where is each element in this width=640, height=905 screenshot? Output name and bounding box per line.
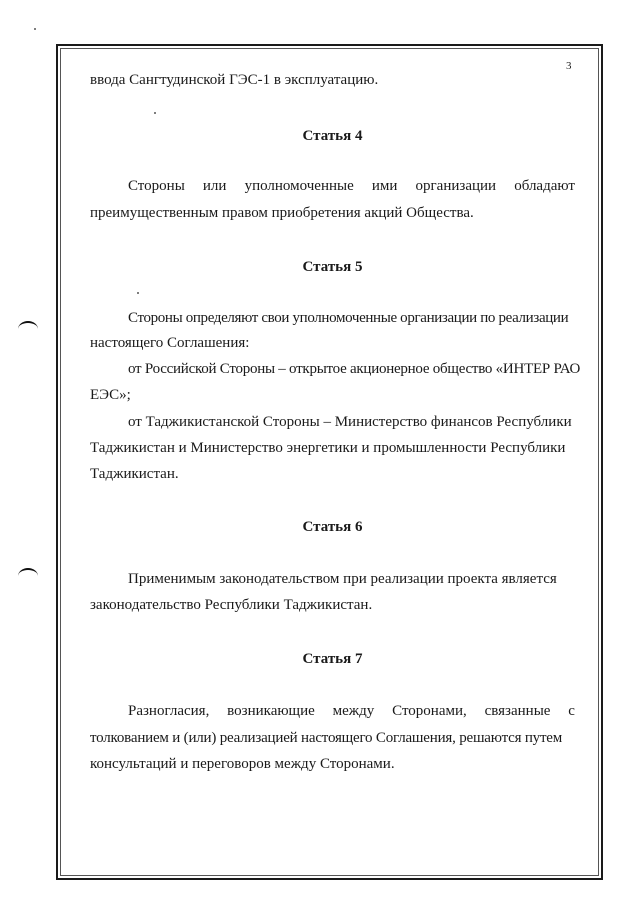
article-7-line-3: консультаций и переговоров между Сторонами. [90,756,395,772]
article-5-line-2: настоящего Соглашения: [90,335,250,351]
scan-speck [137,292,139,294]
article-5-line-1: Стороны определяют свои уполномоченные организации по реализации [128,310,569,326]
article-6-line-1: Применимым законодательством при реализации проекта является [128,571,557,587]
page-number: 3 [566,60,572,72]
article-5-line-7: Таджикистан. [90,466,179,482]
article-5-line-3: от Российской Стороны – открытое акционерное общество «ИНТЕР РАО [128,361,581,377]
article-5-line-6: Таджикистан и Министерство энергетики и промышленности Республики [90,440,566,456]
binding-mark-bottom [18,568,38,584]
word: обладают [514,178,575,194]
word: Разногласия, [128,703,210,719]
article-6-line-2: законодательство Республики Таджикистан. [90,597,373,613]
article-4-line-2: преимущественным правом приобретения акций Общества. [90,205,474,221]
article-5-line-5: от Таджикистанской Стороны – Министерство финансов Республики [128,414,572,430]
scan-speck [34,28,36,30]
word: возникающие [227,703,315,719]
continued-text-line: ввода Сангтудинской ГЭС-1 в эксплуатацию. [90,72,379,88]
article-5-line-4: ЕЭС»; [90,387,131,403]
word: Сторонами, [392,703,467,719]
word: уполномоченные [244,178,354,194]
word: с [568,703,575,719]
article-7-line-2: толкованием и (или) реализацией настоящего Соглашения, решаются путем [90,730,563,746]
word: или [202,178,227,194]
word: между [332,703,375,719]
word: ими [371,178,398,194]
article-6-heading: Статья 6 [302,519,363,535]
article-4-heading: Статья 4 [302,128,363,144]
word: Стороны [128,178,185,194]
article-7-line-1 [128,702,575,720]
scan-speck [154,112,156,114]
binding-mark-top [18,321,38,337]
word: организации [415,178,497,194]
article-5-heading: Статья 5 [302,259,363,275]
article-4-line-1 [128,177,575,195]
article-7-heading: Статья 7 [302,651,363,667]
word: связанные [484,703,551,719]
